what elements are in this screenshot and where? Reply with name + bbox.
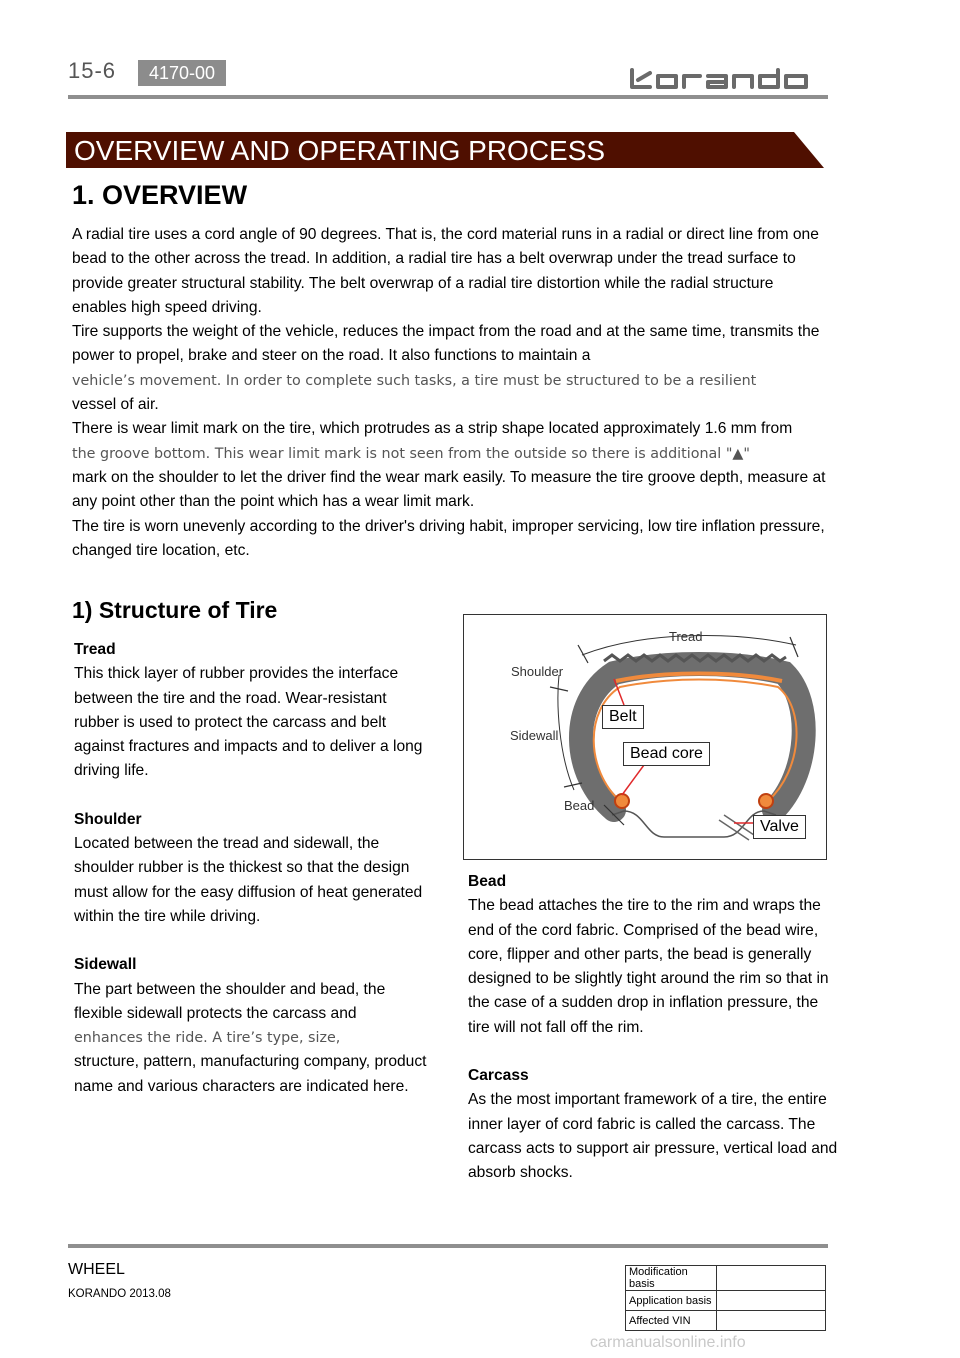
section-code-badge: 4170-00 (138, 60, 226, 86)
page-number: 15-6 (68, 58, 117, 83)
overview-paragraph-2b: vehicle’s movement. In order to complete such tasks, a tire must be structured to be a resilient (72, 372, 757, 389)
bead-title: Bead (468, 873, 507, 890)
tread-title: Tread (74, 641, 116, 658)
application-basis-label: Application basis (626, 1291, 717, 1311)
overview-paragraph-2c: vessel of air. (72, 396, 159, 414)
overview-paragraph-1: A radial tire uses a cord angle of 90 degrees. That is, the cord material runs in a radial or direct line from one bead to the other across the tread. In addition, a radial tire has a belt overwrap under the tread surface to provide greater structural stability. The belt overwrap of a radial tire distortion while the radial structure enables high speed driving. (72, 226, 819, 316)
table-row (626, 1266, 826, 1291)
brand-logo-graphic (628, 68, 826, 90)
carcass-text: As the most important framework of a tire, the entire inner layer of cord fabric is called the carcass. The carcass acts to support air pressure, vertical load and absorb shocks. (468, 1091, 838, 1182)
modification-basis-value (717, 1266, 826, 1291)
footer-subtitle: KORANDO 2013.08 (68, 1288, 171, 1300)
table-row (626, 1291, 826, 1311)
overview-paragraph-3b: the groove bottom. This wear limit mark is not seen from the outside so there is additional "▲" (72, 445, 750, 462)
tread-text: This thick layer of rubber provides the interface between the tire and the road. Wear-resistant rubber is used to protect the carcass and belt against fractures and impacts and to deliver a long driving life. (74, 665, 423, 780)
header-rule (68, 95, 828, 99)
structure-right-column (468, 870, 838, 1186)
modification-basis-label: Modification basis (626, 1266, 717, 1291)
label-tread: Tread (669, 629, 703, 644)
structure-left-column (74, 638, 434, 1099)
basis-table (625, 1265, 826, 1331)
footer-title: WHEEL (68, 1261, 125, 1278)
table-row (626, 1311, 826, 1331)
sidewall-text-a: The part between the shoulder and bead, the flexible sidewall protects the carcass and (74, 980, 386, 1022)
tag-bead-core: Bead core (623, 742, 710, 766)
watermark: carmanualsonline.info (590, 1334, 746, 1351)
sidewall-text-c: structure, pattern, manufacturing company, product name and various characters are indicated here. (74, 1053, 427, 1095)
label-bead: Bead (564, 798, 595, 813)
shoulder-text: Located between the tread and sidewall, the shoulder rubber is the thickest so that the design must allow for the easy diffusion of heat generated within the tire while driving. (74, 835, 423, 925)
footer-rule (68, 1244, 828, 1248)
brand-logo (628, 68, 826, 95)
sidewall-title: Sidewall (74, 956, 137, 974)
overview-paragraph-3a: There is wear limit mark on the tire, which protrudes as a strip shape located approximately 1.6 mm from (72, 420, 793, 438)
bead-core-leader (622, 765, 644, 795)
overview-heading: 1. OVERVIEW (72, 180, 248, 210)
shoulder-title: Shoulder (74, 810, 142, 828)
structure-heading: 1) Structure of Tire (72, 597, 278, 623)
application-basis-value (717, 1291, 826, 1311)
tag-belt: Belt (602, 705, 644, 729)
tire-structure-diagram (463, 614, 827, 860)
section-banner-title: OVERVIEW AND OPERATING PROCESS (74, 135, 606, 166)
overview-text (72, 223, 832, 563)
affected-vin-label: Affected VIN (626, 1311, 717, 1331)
bead-text: The bead attaches the tire to the rim and wraps the end of the cord fabric. Comprised of the bead wire, core, flipper and other parts, the bead is generally designed to be slightly tight around the rim so that in the case of a sudden drop in inflation pressure, the tire will not fall off the rim. (468, 897, 829, 1036)
sidewall-text-b: enhances the ride. A tire’s type, size, (74, 1030, 341, 1047)
affected-vin-value (717, 1311, 826, 1331)
label-sidewall: Sidewall (510, 728, 559, 743)
overview-paragraph-3c: mark on the shoulder to let the driver find the wear mark easily. To measure the tire groove depth, measure at any point other than the point which has a wear limit mark. (72, 468, 826, 511)
overview-paragraph-4: The tire is worn unevenly according to the driver's driving habit, improper servicing, low tire inflation pressure, changed tire location, etc. (72, 517, 825, 559)
bead-core-right (759, 794, 773, 808)
label-shoulder: Shoulder (511, 664, 564, 679)
overview-paragraph-2a: Tire supports the weight of the vehicle, reduces the impact from the road and at the same time, transmits the power to propel, brake and steer on the road. It also functions to maintain a (72, 323, 820, 365)
bead-core-left (615, 794, 629, 808)
carcass-layer (594, 680, 797, 802)
carcass-title: Carcass (468, 1067, 529, 1085)
tag-valve: Valve (753, 815, 806, 839)
